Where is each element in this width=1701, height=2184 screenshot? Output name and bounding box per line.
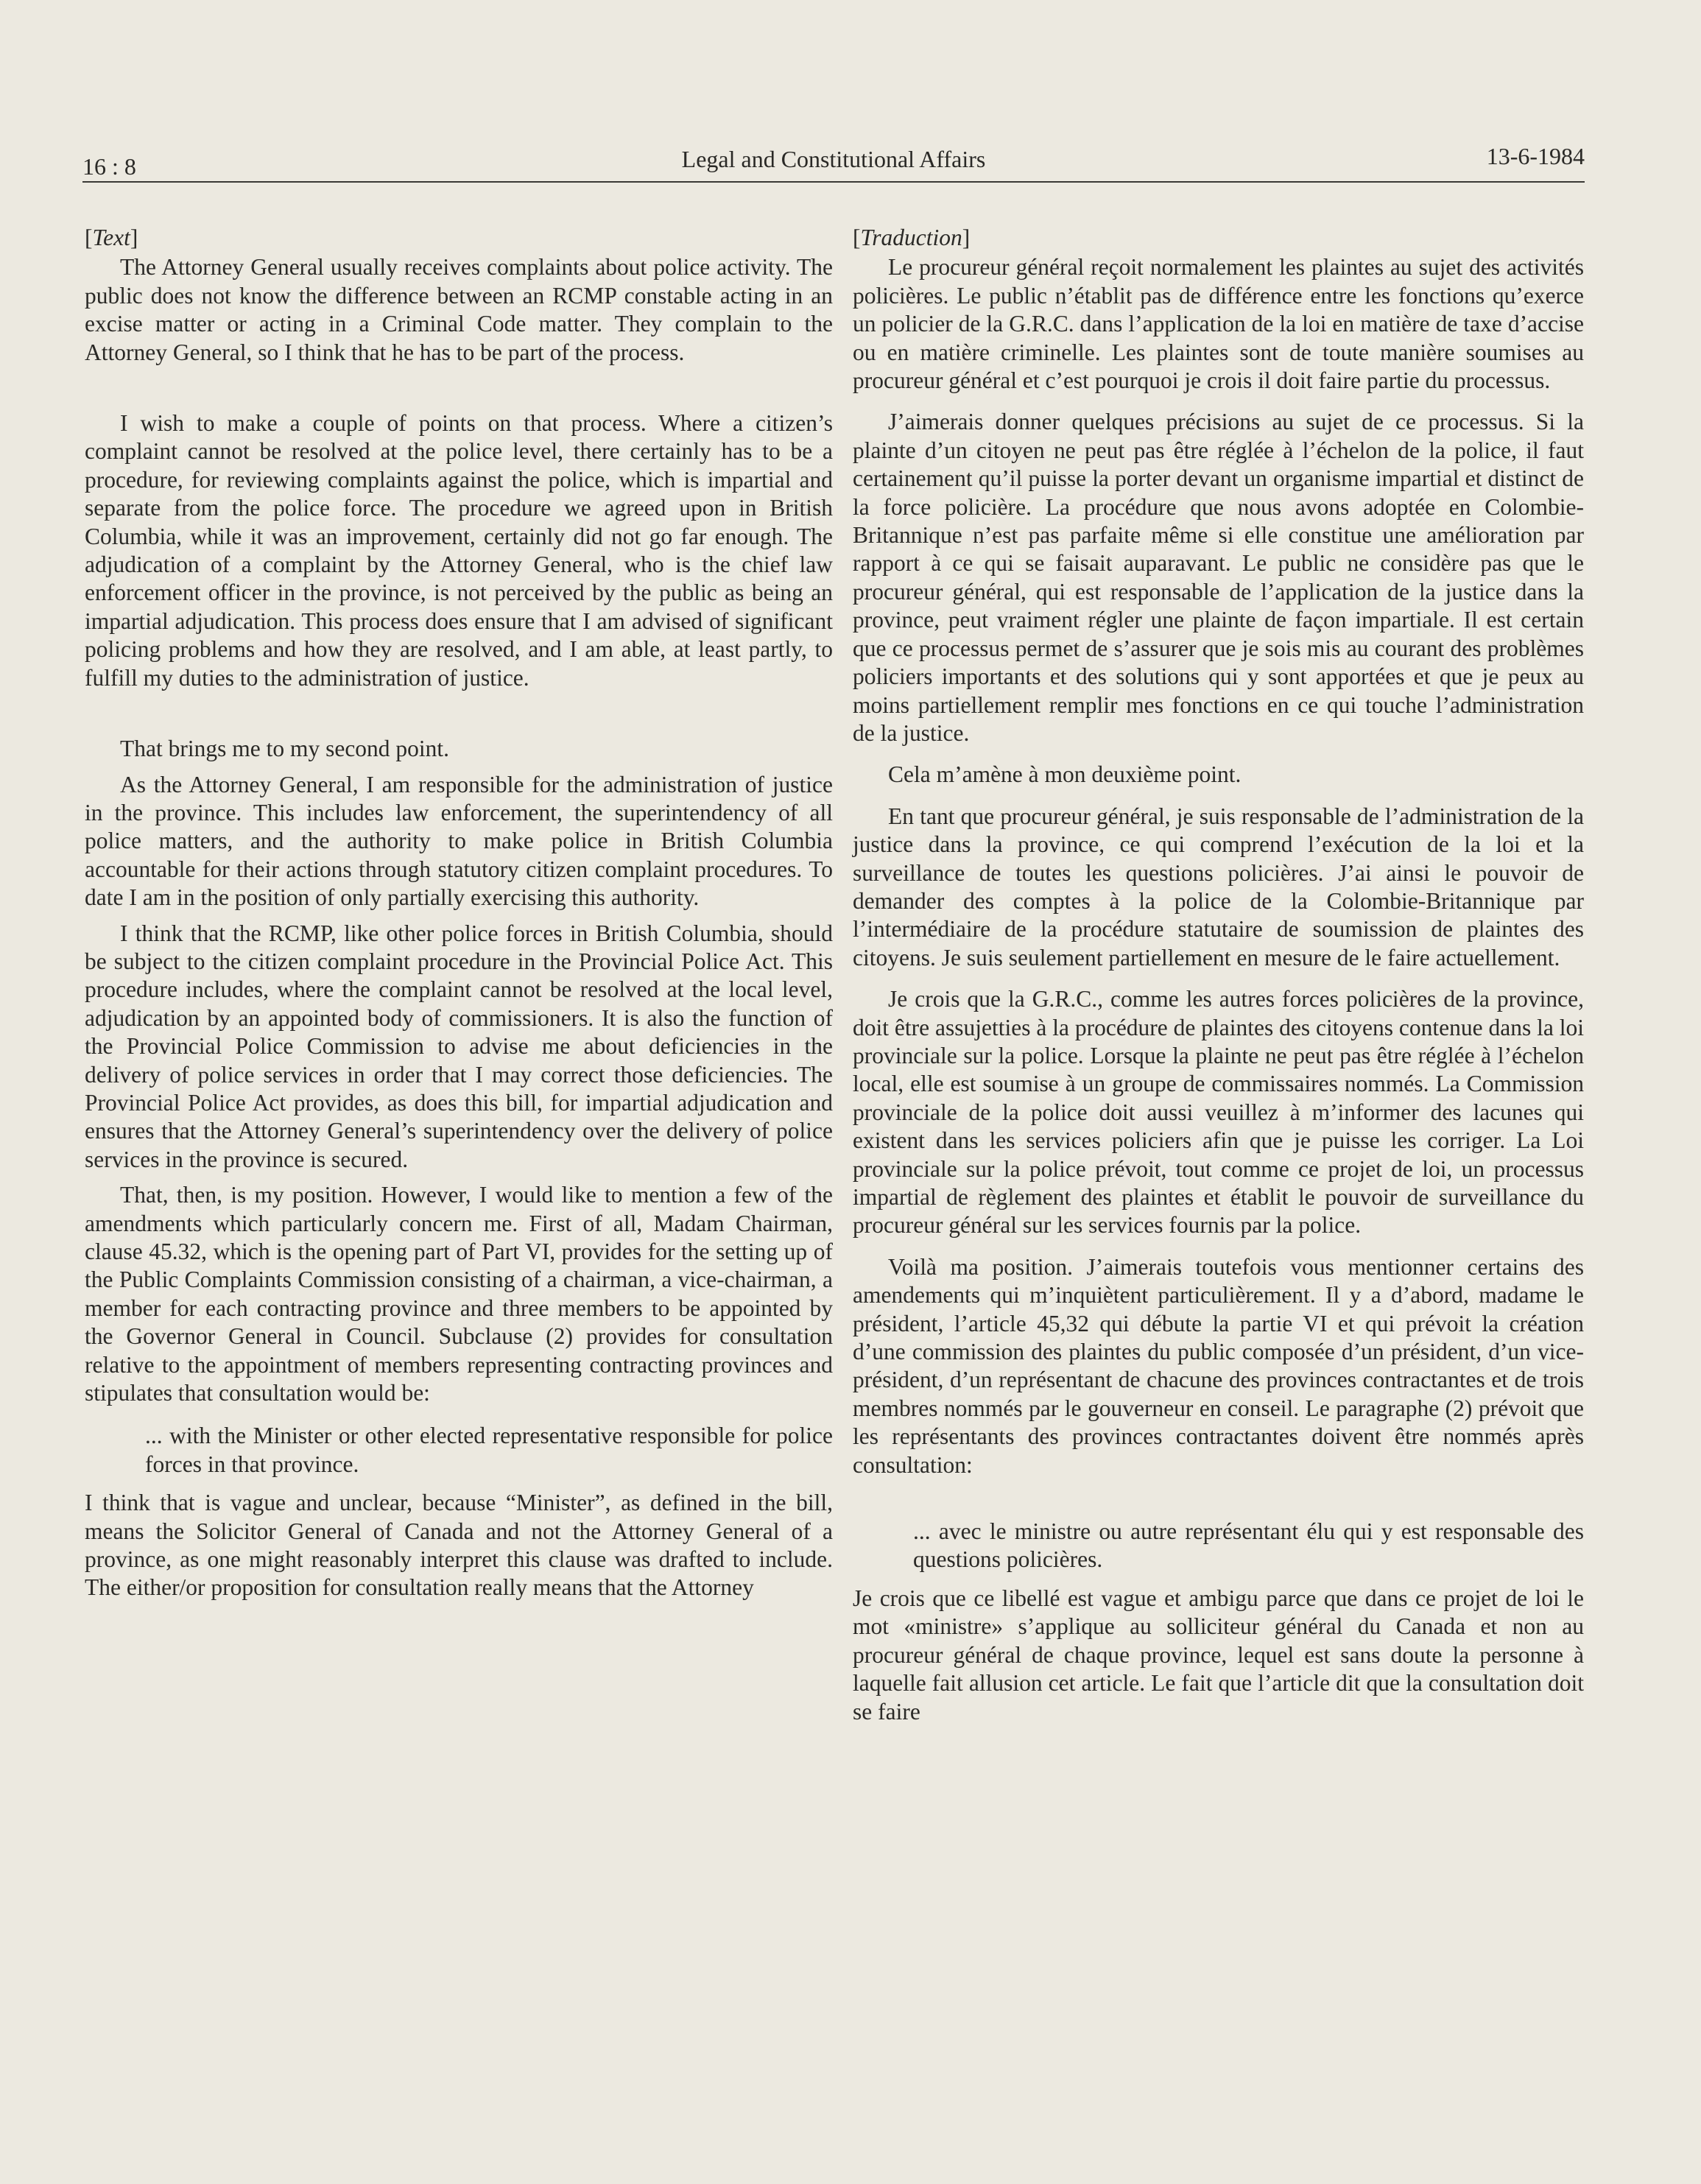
block-quote: ... avec le ministre ou autre représentant élu qui y est responsable des questions policières. xyxy=(913,1518,1584,1573)
paragraph: As the Attorney General, I am responsible for the administration of justice in the province. This includes law enforcement, the superintendency of all police matters, and the authority to make police in British Columbia accountable for their actions through statutory citizen complaint procedures. To date I am in the position of only partially exercising this authority. xyxy=(85,771,833,911)
paragraph: Je crois que la G.R.C., comme les autres forces policières de la province, doit être assujetties à la procédure de plaintes des citoyens contenue dans la loi provinciale sur la police. Lorsque la plainte ne peut pas être réglée à l’échelon local, elle est soumise à un groupe de commissaires nommés. La Commission provinciale de la police doit aussi veuillez à m’informer des lacunes qui existent dans les services policiers afin que je puisse les corriger. La Loi provinciale sur la police prévoit, tout comme ce projet de loi, un processus impartial de règlement des plaintes et établit le pouvoir de surveillance du procureur général sur les services fournis par la police. xyxy=(853,986,1584,1239)
page-header xyxy=(82,140,1585,184)
paragraph: Cela m’amène à mon deuxième point. xyxy=(888,761,1242,788)
column-label-text: [Text] xyxy=(85,225,138,250)
sitting-date: 13-6-1984 xyxy=(1486,143,1585,169)
french-column xyxy=(853,224,1584,1726)
paragraph: Voilà ma position. J’aimerais toutefois vous mentionner certains des amendements qui m’inquiètent particulièrement. Il y a d’abord, madame le président, l’article 45,32 qui débute la partie VI et qui prévoit la création d’une commission des plaintes du public composée d’un président, d’un vice-président, d’un représentant de chacune des provinces contractantes et de trois membres nommés par le gouverneur en conseil. Le paragraphe (2) prévoit que les représentants des provinces contractantes doivent être nommés après consultation: xyxy=(853,1253,1584,1478)
running-title: Legal and Constitutional Affairs xyxy=(681,146,986,172)
paragraph: That brings me to my second point. xyxy=(120,736,450,762)
paragraph: I wish to make a couple of points on that process. Where a citizen’s complaint cannot be resolved at the police level, there certainly has to be a procedure, for reviewing complaints against the police, which is impartial and separate from the police force. The procedure we agreed upon in British Columbia, while it was an improvement, certainly did not go far enough. The adjudication of a complaint by the Attorney General, who is the chief law enforcement officer in the province, is not perceived by the public as being an impartial adjudication. This process does ensure that I am advised of significant policing problems and how they are resolved, and I am able, at least partly, to fulfill my duties to the administration of justice. xyxy=(85,410,833,691)
page-number: 16 : 8 xyxy=(82,153,136,180)
header-rule xyxy=(82,181,1585,183)
paragraph: J’aimerais donner quelques précisions au sujet de ce processus. Si la plainte d’un citoyen ne peut pas être réglée à l’échelon de la police, il faut certainement qu’il puisse la porter devant un organisme impartial et distinct de la force policière. La procédure que nous avons adoptée en Colombie-Britannique n’est pas parfaite même si elle constitue une amélioration par rapport à ce qui se faisait auparavant. Le public ne considère pas que le procureur général, qui est responsable de l’application de la justice dans la province, peut vraiment régler une plainte de façon impartiale. Il est certain que ce processus permet de s’assurer que je sois mis au courant des problèmes policiers importants et des solutions qui y sont apportées et que je peux au moins partiellement remplir mes fonctions en ce qui touche l’administration de la justice. xyxy=(853,409,1584,746)
paragraph: The Attorney General usually receives complaints about police activity. The public does not know the difference between an RCMP constable acting in an excise matter or acting in a Criminal Code matter. They complain to the Attorney General, so I think that he has to be part of the process. xyxy=(85,254,833,365)
block-quote: ... with the Minister or other elected representative responsible for police forces in that province. xyxy=(145,1423,833,1477)
column-label-traduction: [Traduction] xyxy=(853,225,971,250)
paragraph: Je crois que ce libellé est vague et ambigu parce que dans ce projet de loi le mot «ministre» s’applique au solliciteur général du Canada et non au procureur général de chaque province, lequel est sans doute la personne à laquelle fait allusion cet article. Le fait que l’article dit que la consultation doit se faire xyxy=(853,1585,1584,1725)
paragraph: That, then, is my position. However, I would like to mention a few of the amendments which particularly concern me. First of all, Madam Chairman, clause 45.32, which is the opening part of Part VI, provides for the setting up of the Public Complaints Commission consisting of a chairman, a vice-chairman, a member for each contracting province and three members to be appointed by the Governor General in Council. Subclause (2) provides for consultation relative to the appointment of members representing contracting provinces and stipulates that consultation would be: xyxy=(85,1182,833,1406)
english-column xyxy=(85,224,833,1602)
paragraph: Le procureur général reçoit normalement les plaintes au sujet des activités policières. Le public n’établit pas de différence entre les fonctions qu’exerce un policier de la G.R.C. dans l’application de la loi en matière de taxe d’accise ou en matière criminelle. Les plaintes sont de toute manière soumises au procureur général et c’est pourquoi je crois il doit faire partie du processus. xyxy=(853,254,1584,394)
paragraph: En tant que procureur général, je suis responsable de l’administration de la justice dans la province, ce qui comprend l’exécution de la loi et la surveillance de toutes les questions policières. J’ai ainsi le pouvoir de demander des comptes à la police de la Colombie-Britannique par l’intermédiaire de la procédure statutaire de soumission de plaintes des citoyens. Je suis seulement partiellement en mesure de le faire actuellement. xyxy=(853,803,1584,971)
paragraph: I think that the RCMP, like other police forces in British Columbia, should be subject to the citizen complaint procedure in the Provincial Police Act. This procedure includes, where the complaint cannot be resolved at the local level, adjudication by an appointed body of commissioners. It is also the function of the Provincial Police Commission to advise me about deficiencies in the delivery of police services in order that I may correct those deficiencies. The Provincial Police Act provides, as does this bill, for impartial adjudication and ensures that the Attorney General’s superintendency over the delivery of police services in the province is secured. xyxy=(85,920,833,1172)
paragraph: I think that is vague and unclear, because “Minister”, as defined in the bill, means the Solicitor General of Canada and not the Attorney General of a province, as one might reasonably interpret this clause was drafted to include. The either/or proposition for consultation really means that the Attorney xyxy=(85,1490,833,1601)
